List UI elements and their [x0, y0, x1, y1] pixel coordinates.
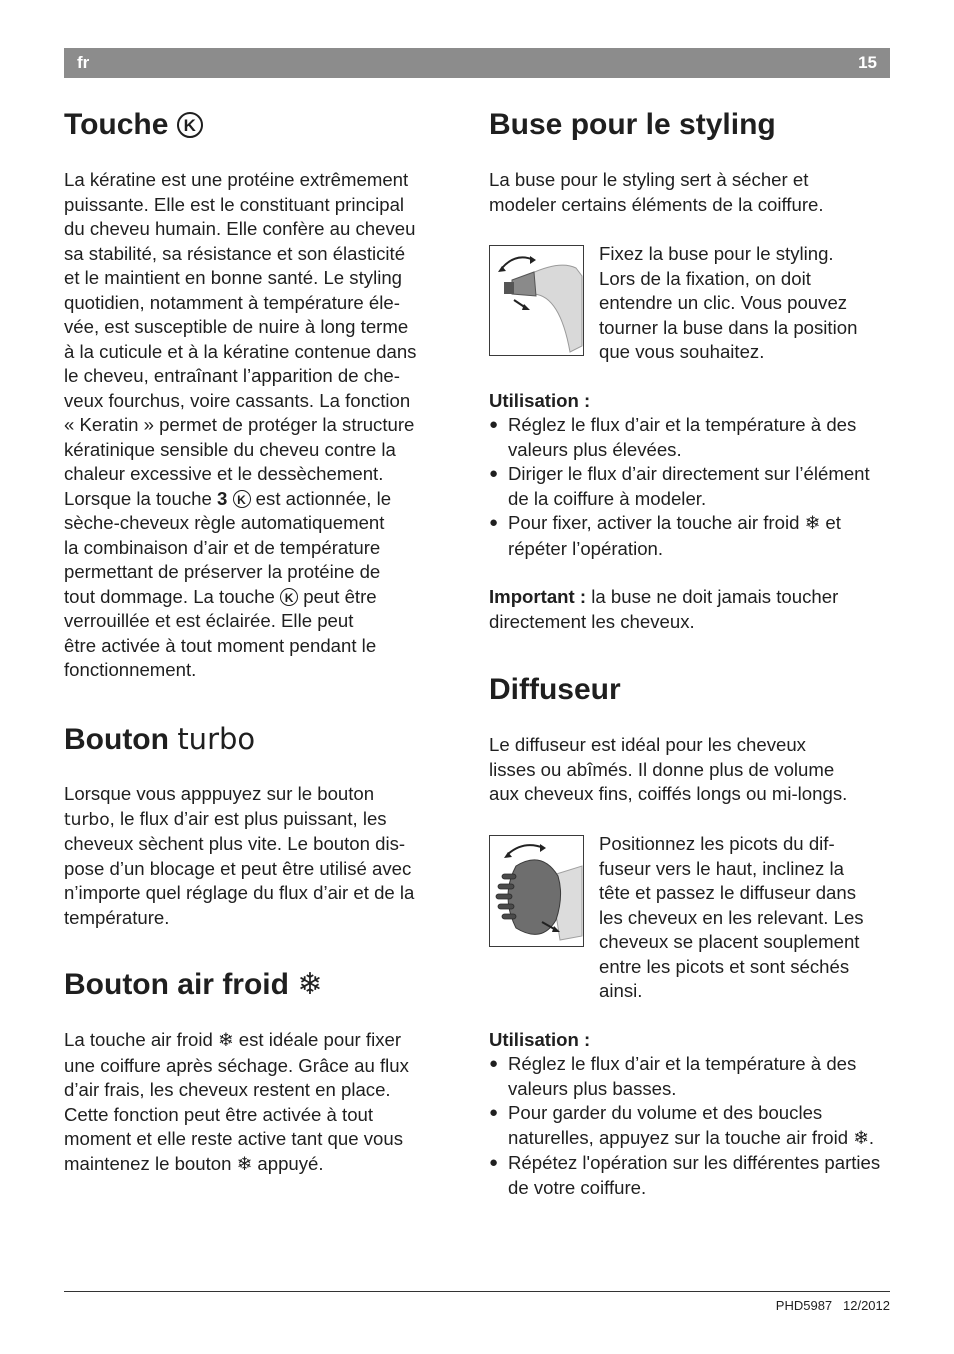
button-number: 3: [217, 487, 228, 509]
text-line: entre les picots et sont séchés: [599, 955, 850, 977]
footer-divider: [64, 1291, 890, 1292]
text-line: est idéale pour fixer: [233, 1029, 402, 1050]
text-line: lisses ou abîmés. Il donne plus de volume: [489, 758, 835, 780]
text-line: ainsi.: [599, 980, 643, 1001]
language-code: fr: [77, 53, 90, 72]
page-number: 15: [858, 53, 877, 72]
turbo-heading: [64, 722, 255, 757]
diffuser-illustration: [489, 835, 584, 947]
snowflake-icon: ❄: [297, 967, 323, 1002]
text-line: entendre un clic. Vous pouvez: [599, 292, 848, 313]
list-item-text: Réglez le flux d’air et la température à des valeurs plus basses.: [508, 1053, 857, 1099]
text-line: les cheveux en les relevant. Les: [599, 906, 864, 928]
touche-paragraph: [64, 168, 464, 683]
text-line: maintenez le bouton: [64, 1152, 237, 1174]
diffuseur-figure-caption: [599, 832, 899, 1004]
touche-heading: [64, 108, 203, 142]
buse-intro: [489, 168, 889, 217]
text-line: tout dommage. La touche: [64, 585, 281, 607]
list-item: [489, 1101, 891, 1151]
buse-figure-caption: [599, 242, 899, 365]
text-line: la buse ne doit jamais toucher: [586, 586, 839, 607]
text-line: directement les cheveux.: [489, 610, 695, 632]
text-line: cheveux se placent souplement: [599, 931, 860, 952]
snowflake-icon: ❄: [853, 1127, 869, 1149]
snowflake-icon: ❄: [218, 1030, 234, 1051]
buse-heading: Buse pour le styling: [489, 108, 776, 141]
list-item-text: Réglez le flux d’air et la température à des valeurs plus élevées.: [508, 414, 857, 460]
keratin-k-icon: K: [233, 490, 251, 508]
important-label: Important :: [489, 586, 587, 607]
text-line: La buse pour le styling sert à sécher et: [489, 169, 809, 190]
text-line: Lorsque vous apppuyez sur le bouton: [64, 783, 375, 804]
text-line: le cheveu, entraînant l’apparition de che-: [64, 365, 400, 386]
usage-label: Utilisation :: [489, 390, 591, 411]
text-line: Cette fonction peut être activée à tout: [64, 1103, 374, 1125]
list-item-text: et répéter l’opération.: [508, 512, 841, 559]
text-line: permettant de préserver la protéine de: [64, 561, 381, 582]
diffuser-image: [490, 836, 583, 946]
text-line: une coiffure après séchage. Grâce au flux: [64, 1054, 409, 1076]
text-line: verrouillée et est éclairée. Elle peut: [64, 610, 354, 631]
text-line: quotidien, notamment à température éle-: [64, 291, 400, 313]
list-item-text: Diriger le flux d’air directement sur l’élément de la coiffure à modeler.: [508, 463, 870, 509]
turbo-heading-light: turbo: [177, 722, 256, 756]
text-line: La touche air froid: [64, 1029, 219, 1050]
diffuseur-intro: [489, 733, 889, 807]
text-line: appuyé.: [252, 1152, 324, 1174]
text-line: , le flux d’air est plus puissant, les: [109, 807, 387, 829]
text-line: fuseur vers le haut, inclinez la: [599, 857, 844, 879]
text-line: Positionnez les picots du dif-: [599, 833, 835, 854]
text-line: et le maintient en bonne santé. Le styling: [64, 267, 403, 288]
list-item: [489, 1151, 891, 1200]
styling-nozzle-illustration: [489, 245, 584, 356]
text-line: vée, est susceptible de nuire à long terme: [64, 316, 409, 337]
air-froid-heading-text: Bouton air froid: [64, 968, 289, 1001]
buse-usage-label: [489, 389, 889, 414]
footer: [776, 1298, 890, 1313]
text-line: à la cuticule et à la kératine contenue dans: [64, 340, 417, 362]
text-line: température.: [64, 906, 170, 928]
air-froid-paragraph: [64, 1028, 464, 1177]
text-line: sa stabilité, sa résistance et son élasticité: [64, 242, 406, 264]
header-bar: [64, 48, 890, 78]
text-line: tourner la buse dans la position: [599, 316, 858, 338]
diffuseur-heading: Diffuseur: [489, 673, 621, 706]
snowflake-icon: ❄: [236, 1153, 253, 1175]
text-line: sèche-cheveux règle automatiquement: [64, 512, 385, 533]
diffuseur-usage-label: [489, 1028, 889, 1053]
list-item-text: .: [868, 1126, 874, 1148]
text-line: La kératine est une protéine extrêmement: [64, 169, 409, 190]
text-line: n’importe quel réglage du flux d’air et de la: [64, 882, 415, 903]
text-line: que vous souhaitez.: [599, 341, 765, 362]
text-line: d’air frais, les cheveux restent en place.: [64, 1079, 391, 1100]
text-line: la combinaison d’air et de température: [64, 536, 381, 558]
buse-important: [489, 585, 889, 634]
text-line: modeler certains éléments de la coiffure.: [489, 193, 824, 215]
turbo-paragraph: [64, 782, 464, 930]
text-line: pose d’un blocage et peut être utilisé avec: [64, 857, 412, 879]
list-item: [489, 511, 891, 561]
text-line: aux cheveux fins, coiffés longs ou mi-longs.: [489, 783, 848, 804]
text-line: kératinique sensible du cheveu contre la: [64, 438, 396, 460]
keratin-k-icon: K: [177, 112, 203, 138]
styling-nozzle-image: [490, 246, 583, 355]
text-line: cheveux sèchent plus vite. Le bouton dis-: [64, 833, 406, 854]
text-line: Lors de la fixation, on doit: [599, 267, 811, 289]
list-item: [489, 1052, 891, 1101]
list-item: [489, 462, 891, 511]
keratin-k-icon: K: [280, 588, 298, 606]
text-line: peut être: [298, 585, 377, 607]
list-item-text: Pour garder du volume et des boucles naturelles, appuyez sur la touche air froid: [508, 1102, 854, 1148]
diffuseur-usage-list: [489, 1052, 891, 1200]
text-line: Lorsque la touche: [64, 487, 217, 509]
turbo-heading-bold: Bouton: [64, 723, 169, 756]
buse-usage-list: [489, 413, 891, 561]
model-number: PHD5987: [775, 1298, 833, 1313]
text-line: être activée à tout moment pendant le: [64, 634, 377, 656]
publication-date: 12/2012: [843, 1298, 890, 1313]
text-line: moment et elle reste active tant que vous: [64, 1128, 403, 1149]
usage-label: Utilisation :: [489, 1029, 591, 1050]
list-item: [489, 413, 891, 462]
list-item-text: Répétez l'opération sur les différentes parties de votre coiffure.: [508, 1152, 881, 1198]
text-line: du cheveu humain. Elle confère au cheveu: [64, 218, 416, 239]
text-line: veux fourchus, voire cassants. La fonction: [64, 389, 411, 411]
text-line: « Keratin » permet de protéger la structure: [64, 414, 415, 435]
air-froid-heading: [64, 968, 322, 1002]
text-line: Le diffuseur est idéal pour les cheveux: [489, 734, 806, 755]
snowflake-icon: ❄: [804, 513, 821, 534]
text-line: chaleur excessive et le dessèchement.: [64, 463, 384, 484]
text-line: puissante. Elle est le constituant principal: [64, 193, 405, 215]
text-line: tête et passez le diffuseur dans: [599, 882, 857, 903]
text-line: est actionnée, le: [250, 487, 392, 509]
text-line: fonctionnement.: [64, 659, 197, 680]
list-item-text: Pour fixer, activer la touche air froid: [508, 512, 805, 533]
touche-heading-text: Touche: [64, 108, 169, 141]
text-line: Fixez la buse pour le styling.: [599, 243, 834, 264]
turbo-word: turbo: [64, 809, 110, 830]
